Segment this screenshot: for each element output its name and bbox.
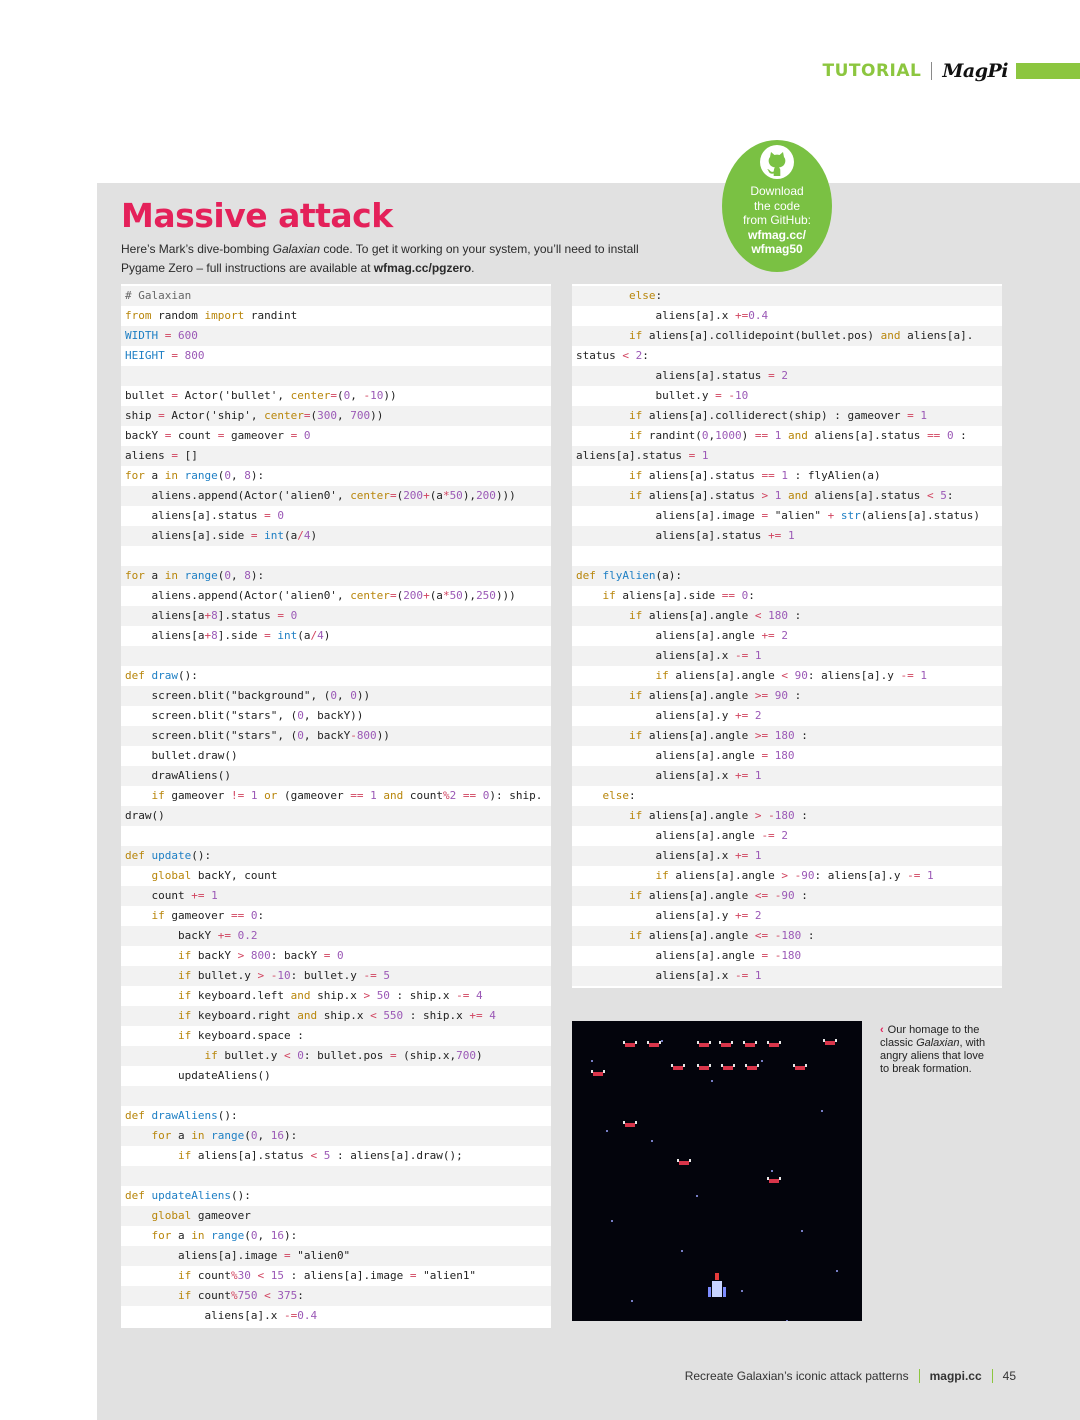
code-line: if aliens[a].status < 5 : aliens[a].draw(); bbox=[177, 1149, 463, 1162]
code-line bbox=[121, 546, 551, 566]
code-line: aliens[a].x -= 1 bbox=[572, 966, 1002, 986]
alien-wing bbox=[733, 1064, 735, 1067]
star bbox=[591, 1060, 593, 1062]
code-line: aliens[a].x += 1 bbox=[572, 766, 1002, 786]
star bbox=[661, 1040, 663, 1042]
code-listing-left bbox=[121, 284, 551, 1328]
code-line: aliens.append(Actor('alien0', center=(200+(a*50),250))) bbox=[125, 589, 516, 602]
ship-wing bbox=[708, 1287, 711, 1297]
code-line: drawAliens() bbox=[121, 766, 551, 786]
caption-text: Our homage to the classic bbox=[880, 1024, 980, 1049]
github-download-badge[interactable] bbox=[722, 140, 832, 272]
code-line: global backY, count bbox=[151, 869, 278, 882]
code-line: if aliens[a].angle < 90: aliens[a].y -= 1 bbox=[655, 669, 928, 682]
code-line: bullet.draw() bbox=[125, 749, 238, 762]
star bbox=[836, 1270, 838, 1272]
code-line: def draw(): bbox=[125, 669, 198, 682]
alien-wing bbox=[603, 1070, 605, 1073]
magpi-logo: MagPi bbox=[942, 60, 1008, 82]
alien-wing bbox=[635, 1121, 637, 1124]
caption-text-2: , with angry aliens that love to break formation. bbox=[880, 1037, 986, 1075]
star bbox=[651, 1140, 653, 1142]
code-line: if randint(0,1000) == 1 and aliens[a].status == 0 : bbox=[628, 429, 967, 442]
alien-wing bbox=[755, 1041, 757, 1044]
code-line: if bullet.y > -10: bullet.y -= 5 bbox=[121, 966, 551, 986]
alien-wing bbox=[683, 1064, 685, 1067]
code-line: def updateAliens(): bbox=[125, 1189, 251, 1202]
code-line: if aliens[a].side == 0: bbox=[602, 589, 755, 602]
code-line: def flyAlien(a): bbox=[572, 566, 1002, 586]
page-header bbox=[823, 60, 1080, 82]
alien-sprite bbox=[679, 1161, 689, 1165]
code-line: bullet = Actor('bullet', center=(0, -10)) bbox=[125, 389, 397, 402]
code-line: draw() bbox=[121, 806, 551, 826]
code-line: if gameover != 1 or (gameover == 1 and count%2 == 0): ship. bbox=[151, 789, 543, 802]
code-line: aliens[a+8].status = 0 bbox=[121, 606, 551, 626]
alien-wing bbox=[823, 1039, 825, 1042]
star bbox=[771, 1170, 773, 1172]
alien-wing bbox=[767, 1041, 769, 1044]
alien-wing bbox=[835, 1039, 837, 1042]
code-line: aliens[a].status = 2 bbox=[572, 366, 1002, 386]
code-line: aliens[a].status = 1 bbox=[572, 446, 1002, 466]
code-line: else: bbox=[572, 286, 1002, 306]
code-line: if aliens[a].status == 1 : flyAlien(a) bbox=[628, 469, 881, 482]
alien-sprite bbox=[769, 1043, 779, 1047]
alien-wing bbox=[709, 1041, 711, 1044]
code-line: aliens[a].angle += 2 bbox=[576, 629, 788, 642]
alien-wing bbox=[647, 1041, 649, 1044]
star bbox=[611, 1220, 613, 1222]
badge-line-1: Download bbox=[750, 184, 804, 198]
alien-wing bbox=[635, 1041, 637, 1044]
code-line: if bullet.y < 0: bullet.pos = (ship.x,700) bbox=[121, 1046, 551, 1066]
code-line: status < 2: bbox=[576, 349, 649, 362]
star bbox=[631, 1300, 633, 1302]
article-title: Massive attack bbox=[121, 196, 393, 235]
alien-wing bbox=[731, 1041, 733, 1044]
code-line: backY += 0.2 bbox=[121, 926, 551, 946]
code-line bbox=[121, 1086, 551, 1106]
alien-wing bbox=[591, 1070, 593, 1073]
code-line: aliens[a].y += 2 bbox=[576, 909, 762, 922]
code-line: screen.blit("background", (0, 0)) bbox=[121, 686, 551, 706]
code-line: aliens[a].x -= 1 bbox=[572, 646, 1002, 666]
code-line: aliens[a+8].side = int(a/4) bbox=[125, 629, 331, 642]
code-line: aliens.append(Actor('alien0', center=(200+(a*50),200))) bbox=[121, 486, 551, 506]
pgzero-link[interactable]: wfmag.cc/pgzero bbox=[373, 261, 472, 275]
code-line: # Galaxian bbox=[121, 286, 551, 306]
alien-wing bbox=[757, 1064, 759, 1067]
star bbox=[801, 1230, 803, 1232]
alien-sprite bbox=[699, 1043, 709, 1047]
code-line: else: bbox=[602, 789, 636, 802]
page-footer bbox=[685, 1369, 1016, 1383]
star bbox=[711, 1080, 713, 1082]
code-line: count += 1 bbox=[121, 886, 551, 906]
badge-link-1[interactable]: wfmag.cc/ bbox=[747, 227, 807, 242]
player-ship bbox=[712, 1281, 722, 1297]
code-line: if keyboard.right and ship.x < 550 : ship.x += 4 bbox=[121, 1006, 551, 1026]
star bbox=[741, 1290, 743, 1292]
alien-wing bbox=[721, 1064, 723, 1067]
intro-text: Here’s Mark’s dive-bombing bbox=[121, 242, 273, 256]
code-line: if aliens[a].angle > -90: aliens[a].y -= 1 bbox=[655, 869, 934, 882]
article-intro bbox=[121, 240, 681, 278]
alien-wing bbox=[709, 1064, 711, 1067]
section-label: TUTORIAL bbox=[822, 61, 922, 81]
alien-sprite bbox=[673, 1066, 683, 1070]
alien-wing bbox=[719, 1041, 721, 1044]
code-line: if aliens[a].status > 1 and aliens[a].status < 5: bbox=[572, 486, 1002, 506]
intro-end: . bbox=[471, 261, 475, 275]
intro-text-2: code. To get it working on your system, you’ll need to install Pygame Zero – full instructions are available at bbox=[121, 242, 639, 275]
code-line: if backY > 800: backY = 0 bbox=[177, 949, 344, 962]
alien-wing bbox=[697, 1041, 699, 1044]
alien-wing bbox=[689, 1159, 691, 1162]
alien-wing bbox=[671, 1064, 673, 1067]
alien-wing bbox=[745, 1064, 747, 1067]
code-listing-right bbox=[572, 284, 1002, 988]
footer-divider bbox=[919, 1369, 920, 1383]
code-line: aliens[a].image = "alien" + str(aliens[a].status) bbox=[576, 509, 981, 522]
alien-wing bbox=[659, 1041, 661, 1044]
code-line bbox=[121, 646, 551, 666]
code-line: ship = Actor('ship', center=(300, 700)) bbox=[121, 406, 551, 426]
code-line: for a in range(0, 16): bbox=[121, 1126, 551, 1146]
alien-sprite bbox=[747, 1066, 757, 1070]
code-line: bullet.y = -10 bbox=[576, 389, 749, 402]
code-line: aliens[a].y += 2 bbox=[576, 709, 762, 722]
code-line: def drawAliens(): bbox=[125, 1109, 238, 1122]
badge-line-3: from GitHub: bbox=[742, 213, 811, 227]
code-line bbox=[121, 826, 551, 846]
code-line: for a in range(0, 8): bbox=[121, 566, 551, 586]
code-line: if aliens[a].colliderect(ship) : gameover = 1 bbox=[572, 406, 1002, 426]
code-line: screen.blit("stars", (0, backY)) bbox=[125, 709, 364, 722]
alien-sprite bbox=[625, 1043, 635, 1047]
code-line: if aliens[a].angle <= -180 : bbox=[572, 926, 1002, 946]
code-line: WIDTH = 600 bbox=[121, 326, 551, 346]
alien-wing bbox=[677, 1159, 679, 1162]
alien-sprite bbox=[825, 1041, 835, 1045]
code-line: global gameover bbox=[121, 1206, 551, 1226]
code-line: aliens[a].status = 0 bbox=[125, 509, 284, 522]
code-line: for a in range(0, 16): bbox=[151, 1229, 298, 1242]
code-line: def update(): bbox=[121, 846, 551, 866]
caption-game-name: Galaxian bbox=[916, 1037, 960, 1049]
alien-wing bbox=[743, 1041, 745, 1044]
github-icon bbox=[758, 143, 796, 181]
caption-arrow-icon: ‹ bbox=[880, 1024, 884, 1036]
ship-nose bbox=[715, 1273, 719, 1280]
code-line: if keyboard.left and ship.x > 50 : ship.x -= 4 bbox=[177, 989, 483, 1002]
badge-line-2: the code bbox=[753, 198, 801, 213]
alien-sprite bbox=[769, 1179, 779, 1183]
alien-sprite bbox=[625, 1123, 635, 1127]
code-line: if keyboard.space : bbox=[177, 1029, 304, 1042]
code-line: aliens[a].angle -= 2 bbox=[576, 829, 788, 842]
header-divider bbox=[931, 62, 932, 80]
code-line: aliens[a].angle = -180 bbox=[576, 949, 802, 962]
alien-wing bbox=[779, 1041, 781, 1044]
star bbox=[761, 1060, 763, 1062]
footer-tagline: Recreate Galaxian’s iconic attack patterns bbox=[684, 1369, 909, 1383]
alien-wing bbox=[623, 1121, 625, 1124]
code-line: aliens[a].status += 1 bbox=[572, 526, 1002, 546]
alien-wing bbox=[793, 1064, 795, 1067]
code-line: from random import randint bbox=[125, 309, 298, 322]
code-line: aliens[a].x -=0.4 bbox=[125, 1309, 318, 1322]
alien-sprite bbox=[745, 1043, 755, 1047]
star bbox=[606, 1130, 608, 1132]
star bbox=[696, 1195, 698, 1197]
code-line: aliens[a].side = int(a/4) bbox=[121, 526, 551, 546]
alien-sprite bbox=[795, 1066, 805, 1070]
code-line: if aliens[a].angle >= 180 : bbox=[572, 726, 1002, 746]
code-line: if aliens[a].angle <= -90 : bbox=[572, 886, 1002, 906]
alien-sprite bbox=[721, 1043, 731, 1047]
star bbox=[681, 1250, 683, 1252]
alien-wing bbox=[805, 1064, 807, 1067]
code-line: if aliens[a].angle < 180 : bbox=[572, 606, 1002, 626]
code-line: aliens[a].x += 1 bbox=[572, 846, 1002, 866]
ship-wing bbox=[723, 1287, 726, 1297]
intro-game-name: Galaxian bbox=[272, 242, 320, 256]
galaxian-screenshot bbox=[572, 1021, 862, 1321]
alien-sprite bbox=[593, 1072, 603, 1076]
code-line: if gameover == 0: bbox=[151, 909, 265, 922]
alien-wing bbox=[767, 1177, 769, 1180]
code-line: updateAliens() bbox=[125, 1069, 271, 1082]
alien-wing bbox=[779, 1177, 781, 1180]
code-line: HEIGHT = 800 bbox=[125, 349, 205, 362]
alien-wing bbox=[623, 1041, 625, 1044]
footer-site[interactable]: magpi.cc bbox=[929, 1369, 982, 1383]
code-line bbox=[121, 366, 551, 386]
badge-link-2[interactable]: wfmag50 bbox=[751, 242, 803, 256]
screenshot-caption bbox=[880, 1024, 995, 1076]
header-accent-bar bbox=[1016, 63, 1080, 79]
star bbox=[821, 1110, 823, 1112]
code-line: for a in range(0, 8): bbox=[125, 469, 265, 482]
code-line: if aliens[a].angle > -180 : bbox=[572, 806, 1002, 826]
alien-wing bbox=[697, 1064, 699, 1067]
code-line: aliens[a].x +=0.4 bbox=[576, 309, 769, 322]
code-line: if aliens[a].collidepoint(bullet.pos) and aliens[a]. bbox=[572, 326, 1002, 346]
alien-sprite bbox=[723, 1066, 733, 1070]
code-line: if aliens[a].angle >= 90 : bbox=[572, 686, 1002, 706]
code-line: aliens = [] bbox=[121, 446, 551, 466]
code-line: if count%30 < 15 : aliens[a].image = "alien1" bbox=[177, 1269, 477, 1282]
code-line: if count%750 < 375: bbox=[121, 1286, 551, 1306]
alien-sprite bbox=[649, 1043, 659, 1047]
footer-divider-2 bbox=[992, 1369, 993, 1383]
code-line bbox=[572, 546, 1002, 566]
code-line: backY = count = gameover = 0 bbox=[125, 429, 311, 442]
code-line bbox=[121, 1166, 551, 1186]
code-line: aliens[a].angle = 180 bbox=[576, 749, 795, 762]
alien-sprite bbox=[699, 1066, 709, 1070]
code-line: screen.blit("stars", (0, backY-800)) bbox=[121, 726, 551, 746]
code-line: aliens[a].image = "alien0" bbox=[121, 1246, 551, 1266]
page-number: 45 bbox=[1002, 1369, 1016, 1383]
